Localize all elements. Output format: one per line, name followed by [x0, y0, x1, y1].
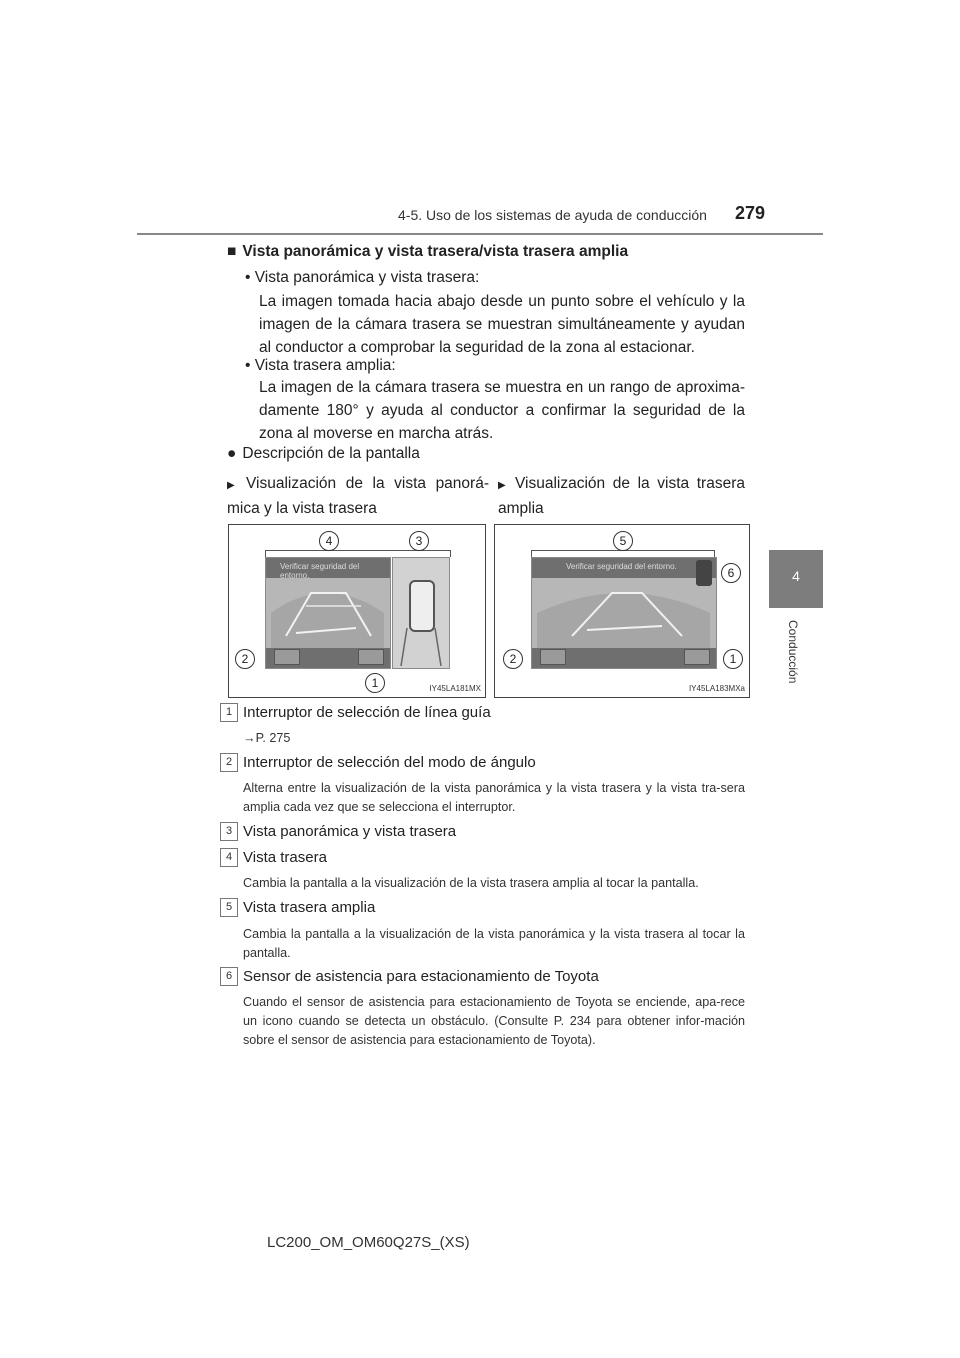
callout-6: 6: [721, 563, 741, 583]
wide-rear-view-figure: [494, 524, 750, 698]
bullet-1-label: • Vista panorámica y vista trasera:: [245, 269, 480, 286]
item-description: Alterna entre la visualización de la vista panorámica y la vista trasera y la vista tra-sera amplia cada vez que se selecciona el interruptor.: [243, 781, 745, 814]
item-number: 5: [220, 898, 238, 917]
callout-2: 2: [503, 649, 523, 669]
right-figure-caption: ▶ Visualización de la vista trasera amplia: [498, 475, 745, 517]
running-header-section: 4-5. Uso de los sistemas de ayuda de conducción: [398, 207, 707, 223]
wide-rear-view-screen[interactable]: [531, 557, 717, 669]
bullet-2-label: • Vista trasera amplia:: [245, 357, 396, 374]
rear-view-screen[interactable]: [265, 557, 391, 669]
callout-3: 3: [409, 531, 429, 551]
item-title: Sensor de asistencia para estacionamiento de Toyota: [243, 968, 599, 985]
bracket-line: [265, 550, 451, 557]
angle-mode-switch[interactable]: [274, 649, 300, 665]
chapter-tab-number: 4: [792, 568, 800, 584]
item-title: Interruptor de selección de línea guía: [243, 704, 491, 721]
top-down-view-screen[interactable]: [392, 557, 450, 669]
item-number: 2: [220, 753, 238, 772]
chapter-tab-label: Conducción: [786, 620, 800, 684]
angle-mode-switch[interactable]: [540, 649, 566, 665]
figure-id: IY45LA183MXa: [688, 684, 745, 693]
item-title: Vista trasera: [243, 849, 327, 866]
item-description: Cuando el sensor de asistencia para estacionamiento de Toyota se enciende, apa-rece un icono cuando se detecta un obstáculo. (Consulte P. 234 para obtener infor-mación sobre el sensor de asistencia para estacionamiento de Toyota).: [243, 995, 745, 1047]
guide-lines: [532, 578, 716, 648]
bullet-2-text: La imagen de la cámara trasera se muestra en un rango de aproxima-damente 180° y ayuda al conductor a confirmar la seguridad de la zona al moverse en marcha atrás.: [259, 379, 745, 442]
item-number: 1: [220, 703, 238, 722]
top-view-guide-lines: [393, 628, 449, 668]
triangle-bullet-icon: ▶: [498, 480, 509, 491]
item-description: Cambia la pantalla a la visualización de la vista panorámica y la vista trasera al tocar la pantalla.: [243, 927, 745, 960]
screen-description-heading: ● Descripción de la pantalla: [227, 445, 420, 462]
callout-4: 4: [319, 531, 339, 551]
footer-document-code: LC200_OM_OM60Q27S_(XS): [267, 1234, 470, 1251]
page-number: 279: [735, 203, 766, 223]
message-text: Verificar seguridad del entorno.: [566, 562, 677, 571]
guide-line-switch[interactable]: [684, 649, 710, 665]
item-description: →P. 275: [243, 731, 291, 745]
figure-id: IY45LA181MX: [429, 684, 481, 693]
message-text: Verificar seguridad del entorno.: [280, 562, 360, 580]
item-description: Cambia la pantalla a la visualización de la vista trasera amplia al tocar la pantalla.: [243, 876, 699, 890]
callout-1: 1: [723, 649, 743, 669]
round-bullet-icon: ●: [227, 445, 237, 462]
callout-5: 5: [613, 531, 633, 551]
triangle-bullet-icon: ▶: [227, 480, 240, 491]
callout-1: 1: [365, 673, 385, 693]
item-number: 4: [220, 848, 238, 867]
guide-line-switch[interactable]: [358, 649, 384, 665]
item-title: Vista panorámica y vista trasera: [243, 823, 457, 840]
item-title: Interruptor de selección del modo de ángulo: [243, 754, 536, 771]
callout-2: 2: [235, 649, 255, 669]
square-bullet-icon: ■: [227, 243, 237, 260]
item-title: Vista trasera amplia: [243, 899, 376, 916]
header-rule: [137, 233, 823, 235]
item-number: 3: [220, 822, 238, 841]
bracket-line: [531, 550, 715, 557]
bullet-1-text: La imagen tomada hacia abajo desde un punto sobre el vehículo y la imagen de la cámara trasera se muestran simultáneamente y ayudan al conductor a comprobar la seguridad de la zona al estacionar.: [259, 293, 745, 356]
item-number: 6: [220, 967, 238, 986]
guide-lines: [266, 578, 390, 648]
vehicle-icon: [409, 580, 435, 632]
panoramic-view-figure: [228, 524, 486, 698]
section-title: ■ Vista panorámica y vista trasera/vista trasera amplia: [227, 243, 629, 260]
left-figure-caption: ▶ Visualización de la vista panorá-mica y la vista trasera: [227, 475, 489, 517]
